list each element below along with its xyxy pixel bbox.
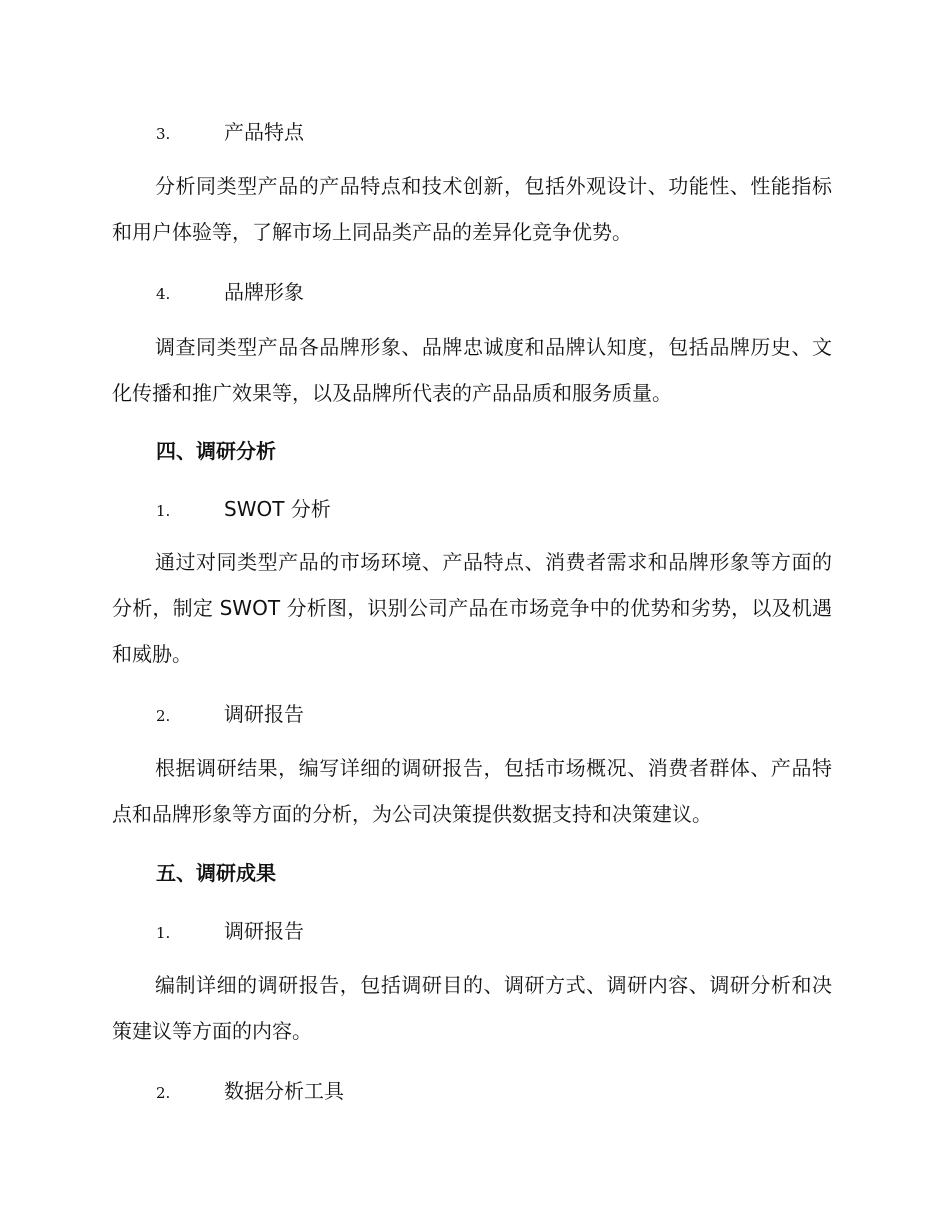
list-title: 调研报告: [224, 702, 304, 726]
paragraph-product-features: 分析同类型产品的产品特点和技术创新，包括外观设计、功能性、性能指标和用户体验等，了解市场上同品类产品的差异化竞争优势。: [112, 174, 832, 244]
list-number: 1.: [156, 502, 171, 520]
list-number: 2.: [156, 707, 171, 725]
list-item-results-report: [112, 915, 832, 943]
list-title: 产品特点: [224, 120, 304, 144]
paragraph-results-report: 编制详细的调研报告，包括调研目的、调研方式、调研内容、调研分析和决策建议等方面的内容。: [112, 973, 832, 1043]
list-title: 调研报告: [224, 919, 304, 943]
section-heading-research-analysis: 四、调研分析: [156, 439, 276, 463]
list-item-product-features: [112, 116, 832, 144]
paragraph-swot: 通过对同类型产品的市场环境、产品特点、消费者需求和品牌形象等方面的分析，制定 SWOT 分析图，识别公司产品在市场竞争中的优势和劣势，以及机遇和威胁。: [112, 550, 832, 666]
list-number: 4.: [156, 285, 171, 303]
list-number: 3.: [156, 125, 171, 143]
list-title: 数据分析工具: [224, 1079, 344, 1103]
list-title: 品牌形象: [224, 280, 304, 304]
list-item-data-tools: [112, 1075, 832, 1103]
section-heading-research-results: 五、调研成果: [156, 861, 276, 885]
list-number: 2.: [156, 1084, 171, 1102]
list-title: SWOT 分析: [224, 497, 331, 521]
list-number: 1.: [156, 924, 171, 942]
paragraph-brand-image: 调查同类型产品各品牌形象、品牌忠诚度和品牌认知度，包括品牌历史、文化传播和推广效果等，以及品牌所代表的产品品质和服务质量。: [112, 335, 832, 405]
list-item-research-report: [112, 698, 832, 726]
list-item-swot: [112, 493, 832, 521]
list-item-brand-image: [112, 276, 832, 304]
paragraph-research-report: 根据调研结果，编写详细的调研报告，包括市场概况、消费者群体、产品特点和品牌形象等方面的分析，为公司决策提供数据支持和决策建议。: [112, 756, 832, 826]
